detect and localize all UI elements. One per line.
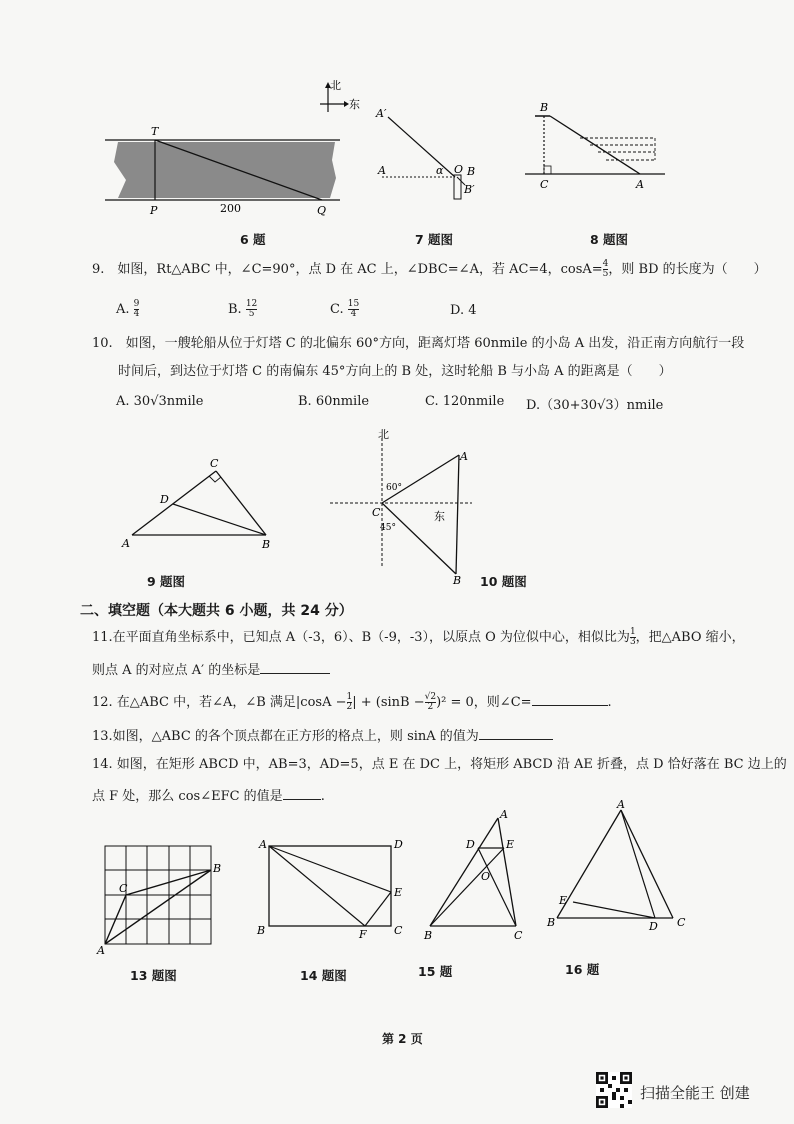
fig9-diagram xyxy=(118,455,283,550)
fig13-label-A: A xyxy=(97,944,105,957)
fig6-label-dist: 200 xyxy=(220,202,241,215)
q9-text: 9. 如图，Rt△ABC 中，∠C=90°，点 D 在 AC 上，∠DBC=∠A，若 AC=4，cosA= xyxy=(92,262,603,277)
fig10-label-60: 60° xyxy=(386,483,402,493)
fig15-label-D: D xyxy=(466,838,475,851)
q9-text2: ，则 BD 的长度为（ ） xyxy=(608,262,767,277)
q9-stem xyxy=(92,260,767,279)
fig8-label-C: C xyxy=(540,178,549,191)
fig9-label-A: A xyxy=(122,537,130,550)
fig16-label-E: E xyxy=(559,894,568,907)
fig13-caption: 13 题图 xyxy=(130,968,177,983)
fig10-label-north: 北 xyxy=(378,428,389,441)
fig15-label-B: B xyxy=(424,929,433,942)
q11-line2: 则点 A 的对应点 A′ 的坐标是 xyxy=(92,660,330,680)
q11-answer-blank[interactable] xyxy=(260,660,330,674)
q9-option-c[interactable]: C. $\frac{15}{4}$ xyxy=(330,299,360,319)
q10-line2: 时间后，到达位于灯塔 C 的南偏东 45°方向上的 B 处，这时轮船 B 与小岛 A 的距离是（ ） xyxy=(118,364,672,379)
q9-option-d[interactable]: D. 4 xyxy=(450,303,477,318)
fig16-label-D: D xyxy=(649,920,658,933)
q14-line2: 点 F 处，那么 cos∠EFC 的值是 . xyxy=(92,786,325,806)
fig15-diagram xyxy=(420,808,530,943)
q9-cos-num: 4 xyxy=(602,259,609,269)
section2-title: 二、填空题（本大题共 6 小题，共 24 分） xyxy=(80,603,353,619)
fig14-label-D: D xyxy=(394,838,403,851)
fig10-label-C: C xyxy=(372,506,381,519)
fig7-caption: 7 题图 xyxy=(415,232,454,247)
fig8-caption: 8 题图 xyxy=(590,232,629,247)
fig13-label-B: B xyxy=(213,862,222,875)
fig10-label-A: A xyxy=(460,450,468,463)
q12-line: 12. 在△ABC 中，若∠A，∠B 满足|cosA − $\frac{1}{2}$ | + (sinB − $\frac{√2}{2}$ )² = 0，则∠C= . xyxy=(92,692,612,712)
fig13-label-C: C xyxy=(119,882,128,895)
fig10-label-east: 东 xyxy=(434,510,445,523)
q9-cos-den: 5 xyxy=(602,269,609,279)
compass-east: 东 xyxy=(349,98,360,111)
fig14-label-F: F xyxy=(359,928,367,941)
fig7-label-alpha: α xyxy=(436,164,444,177)
fig6-label-Q: Q xyxy=(317,204,327,217)
fig16-diagram xyxy=(545,798,695,938)
fig7-label-A: A xyxy=(378,164,386,177)
qr-code-icon xyxy=(596,1072,632,1108)
fig14-label-B: B xyxy=(257,924,266,937)
page-number: 第 2 页 xyxy=(382,1032,423,1046)
q10-option-d[interactable]: D.（30+30√3）nmile xyxy=(526,398,664,413)
q13-line: 13.如图，△ABC 的各个顶点都在正方形的格点上，则 sinA 的值为 xyxy=(92,726,553,746)
scanner-watermark: 扫描全能王 创建 xyxy=(640,1084,750,1102)
fig16-label-C: C xyxy=(677,916,686,929)
fig7-label-B1: B′ xyxy=(464,183,475,196)
q10-line1: 10. 如图，一艘轮船从位于灯塔 C 的北偏东 60°方向，距离灯塔 60nmile 的小岛 A 出发，沿正南方向航行一段 xyxy=(92,336,745,351)
fig13-diagram xyxy=(95,838,225,958)
fig16-label-B: B xyxy=(547,916,556,929)
q13-answer-blank[interactable] xyxy=(479,726,553,740)
compass-north: 北 xyxy=(330,79,341,92)
fig14-caption: 14 题图 xyxy=(300,968,347,983)
q10-option-c[interactable]: C. 120nmile xyxy=(425,394,505,409)
fig8-label-B: B xyxy=(540,101,549,114)
fig8-diagram xyxy=(520,100,670,195)
q12-answer-blank[interactable] xyxy=(532,692,608,706)
q10-option-b[interactable]: B. 60nmile xyxy=(298,394,370,409)
fig10-caption: 10 题图 xyxy=(480,574,527,589)
q9-option-b[interactable]: B. $\frac{12}{5}$ xyxy=(228,299,258,319)
fig10-diagram xyxy=(322,428,482,588)
fig6-label-T: T xyxy=(151,125,159,138)
fig7-label-A1: A′ xyxy=(376,107,387,120)
fig15-label-O: O xyxy=(481,870,491,883)
q14-line1: 14. 如图，在矩形 ABCD 中，AB=3，AD=5，点 E 在 DC 上，将矩形 ABCD 沿 AE 折叠，点 D 恰好落在 BC 边上的 xyxy=(92,757,787,772)
fig14-label-A: A xyxy=(259,838,267,851)
fig6-label-P: P xyxy=(150,204,158,217)
fig15-label-E: E xyxy=(506,838,515,851)
fig9-caption: 9 题图 xyxy=(147,574,186,589)
fig9-label-C: C xyxy=(210,457,219,470)
fig15-label-A: A xyxy=(500,808,508,821)
fig14-diagram xyxy=(255,834,405,944)
fig6-caption: 6 题 xyxy=(240,232,266,247)
fig7-label-B: B xyxy=(467,165,476,178)
q11-line1: 11.在平面直角坐标系中，已知点 A（-3，6）、B（-9，-3），以原点 O 为位似中心，相似比为 $\frac{1}{3}$ ，把△ABO 缩小， xyxy=(92,627,745,647)
fig14-label-C: C xyxy=(394,924,403,937)
fig10-label-B: B xyxy=(453,574,462,587)
fig14-label-E: E xyxy=(394,886,403,899)
q14-answer-blank[interactable] xyxy=(283,786,321,800)
fig16-label-A: A xyxy=(617,798,625,811)
fig9-label-B: B xyxy=(262,538,271,550)
fig7-label-O: O xyxy=(454,163,464,176)
q10-option-a[interactable]: A. 30√3nmile xyxy=(116,394,204,409)
fig10-label-45: 45° xyxy=(380,523,396,533)
fig15-label-C: C xyxy=(514,929,523,942)
fig16-caption: 16 题 xyxy=(565,962,600,977)
fig9-label-D: D xyxy=(160,493,169,506)
q9-option-a[interactable]: A. $\frac{9}{4}$ xyxy=(116,299,140,319)
fig8-label-A: A xyxy=(636,178,644,191)
fig6-diagram xyxy=(100,120,345,220)
compass-diagram xyxy=(318,78,363,116)
fig15-caption: 15 题 xyxy=(418,964,453,979)
fig7-diagram xyxy=(370,105,485,205)
